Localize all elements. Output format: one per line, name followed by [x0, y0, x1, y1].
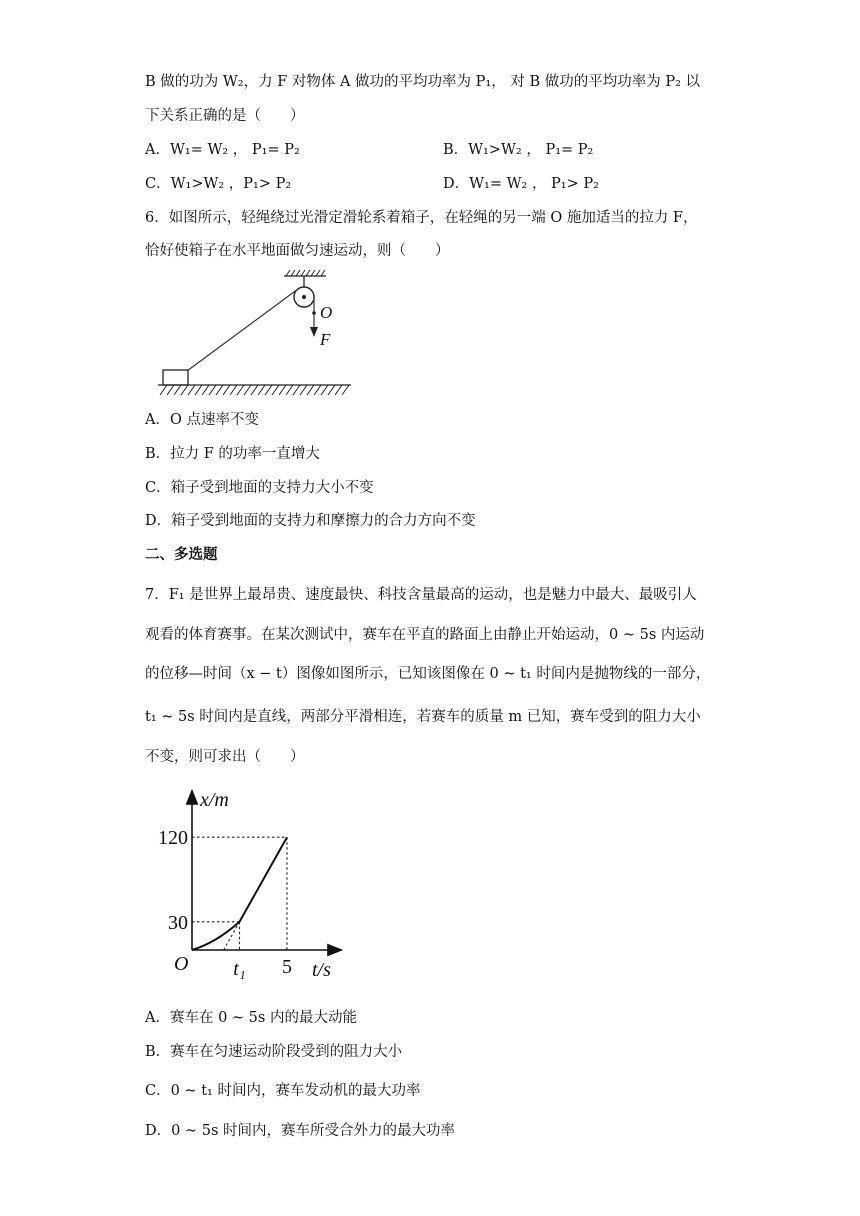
section-title: 二、多选题 — [145, 547, 218, 563]
q5-stem-line-1: B 做的功为 W₂，力 F 对物体 A 做功的平均功率为 P₁， 对 B 做功的平均功率为 P₂ 以 — [145, 74, 701, 90]
xt-chart — [150, 780, 355, 985]
option-label: C． — [145, 480, 171, 496]
q5-option-d[interactable] — [443, 174, 599, 194]
option-text: W₁>W₂ ， P₁= P₂ — [468, 142, 594, 158]
option-label: C． — [145, 176, 171, 192]
option-label: B． — [443, 142, 469, 158]
q6-option-d[interactable] — [145, 511, 476, 531]
box — [163, 370, 188, 385]
tangent-extension — [224, 922, 240, 950]
y-tick-label: 30 — [168, 911, 188, 934]
force-f-label: F — [320, 330, 331, 349]
option-label: D． — [145, 1123, 172, 1139]
x-tick-label: 5 — [282, 956, 292, 978]
q7-stem-line-2: 观看的体育赛事。在某次测试中，赛车在平直的路面上由静止开始运动，0 ~ 5s 内运动 — [145, 627, 705, 643]
option-label: B． — [145, 1044, 171, 1060]
q7-stem-line-3: 的位移—时间（x − t）图像如图所示，已知该图像在 0 ~ t₁ 时间内是抛物线的一部分， — [145, 666, 711, 682]
x-tick-label: t₁ — [233, 958, 246, 980]
y-tick-label: 120 — [158, 827, 188, 850]
option-text: 0 ~ t₁ 时间内，赛车发动机的最大功率 — [170, 1083, 421, 1099]
option-label: C． — [145, 1083, 171, 1099]
q6-option-a[interactable] — [145, 410, 259, 430]
option-text: O 点速率不变 — [169, 412, 259, 428]
option-text: 箱子受到地面的支持力大小不变 — [170, 480, 374, 496]
q7-stem-line-4: t₁ ~ 5s 时间内是直线，两部分平滑相连，若赛车的质量 m 已知，赛车受到的阻力大小 — [145, 709, 701, 725]
option-text: W₁= W₂ ， P₁> P₂ — [469, 176, 599, 192]
chart-guides — [192, 837, 287, 950]
q5-option-c[interactable] — [145, 174, 291, 194]
q6-stem-line-2: 恰好使箱子在水平地面做匀速运动，则（ ） — [145, 243, 450, 259]
option-text: 赛车在 0 ~ 5s 内的最大动能 — [169, 1010, 357, 1026]
ground-hatch — [160, 385, 349, 395]
option-label: D． — [145, 513, 172, 529]
pulley-box-figure — [158, 266, 358, 400]
pulley-axle — [302, 295, 306, 299]
origin-label: O — [174, 953, 189, 975]
q7-option-d[interactable] — [145, 1121, 455, 1141]
q7-stem-line-5: 不变，则可求出（ ） — [145, 749, 305, 765]
option-text: W₁= W₂ ， P₁= P₂ — [169, 142, 300, 158]
option-text: W₁>W₂ ，P₁> P₂ — [170, 176, 292, 192]
q7-stem-line-1: 7．F₁ 是世界上最昂贵、速度最快、科技含量最高的运动，也是魅力中最大、最吸引人 — [145, 587, 697, 603]
q7-option-a[interactable] — [145, 1008, 357, 1028]
option-label: A． — [145, 1010, 170, 1026]
ceiling-hatch — [286, 270, 325, 276]
option-label: A． — [145, 142, 170, 158]
option-text: 拉力 F 的功率一直增大 — [170, 446, 320, 462]
q6-stem-line-1: 6．如图所示，轻绳绕过光滑定滑轮系着箱子，在轻绳的另一端 O 施加适当的拉力 F， — [145, 210, 698, 226]
y-axis-label: x/m — [200, 789, 229, 811]
q5-option-b[interactable] — [443, 140, 593, 160]
option-label: B． — [145, 446, 171, 462]
q6-option-b[interactable] — [145, 444, 320, 464]
point-o-dot — [312, 311, 316, 315]
q6-option-c[interactable] — [145, 478, 374, 498]
option-label: D． — [443, 176, 470, 192]
point-o-label: O — [320, 303, 333, 322]
force-arrowhead — [310, 327, 318, 337]
q5-stem-line-2: 下关系正确的是（ ） — [145, 108, 305, 124]
option-label: A． — [145, 412, 170, 428]
option-text: 赛车在匀速运动阶段受到的阻力大小 — [170, 1044, 403, 1060]
rope-slanted — [187, 289, 298, 371]
option-text: 箱子受到地面的支持力和摩擦力的合力方向不变 — [171, 513, 476, 529]
q7-option-c[interactable] — [145, 1081, 420, 1101]
x-axis-label: t/s — [312, 959, 331, 981]
q7-option-b[interactable] — [145, 1042, 402, 1062]
q5-option-a[interactable] — [145, 140, 300, 160]
option-text: 0 ~ 5s 时间内，赛车所受合外力的最大功率 — [171, 1123, 456, 1139]
